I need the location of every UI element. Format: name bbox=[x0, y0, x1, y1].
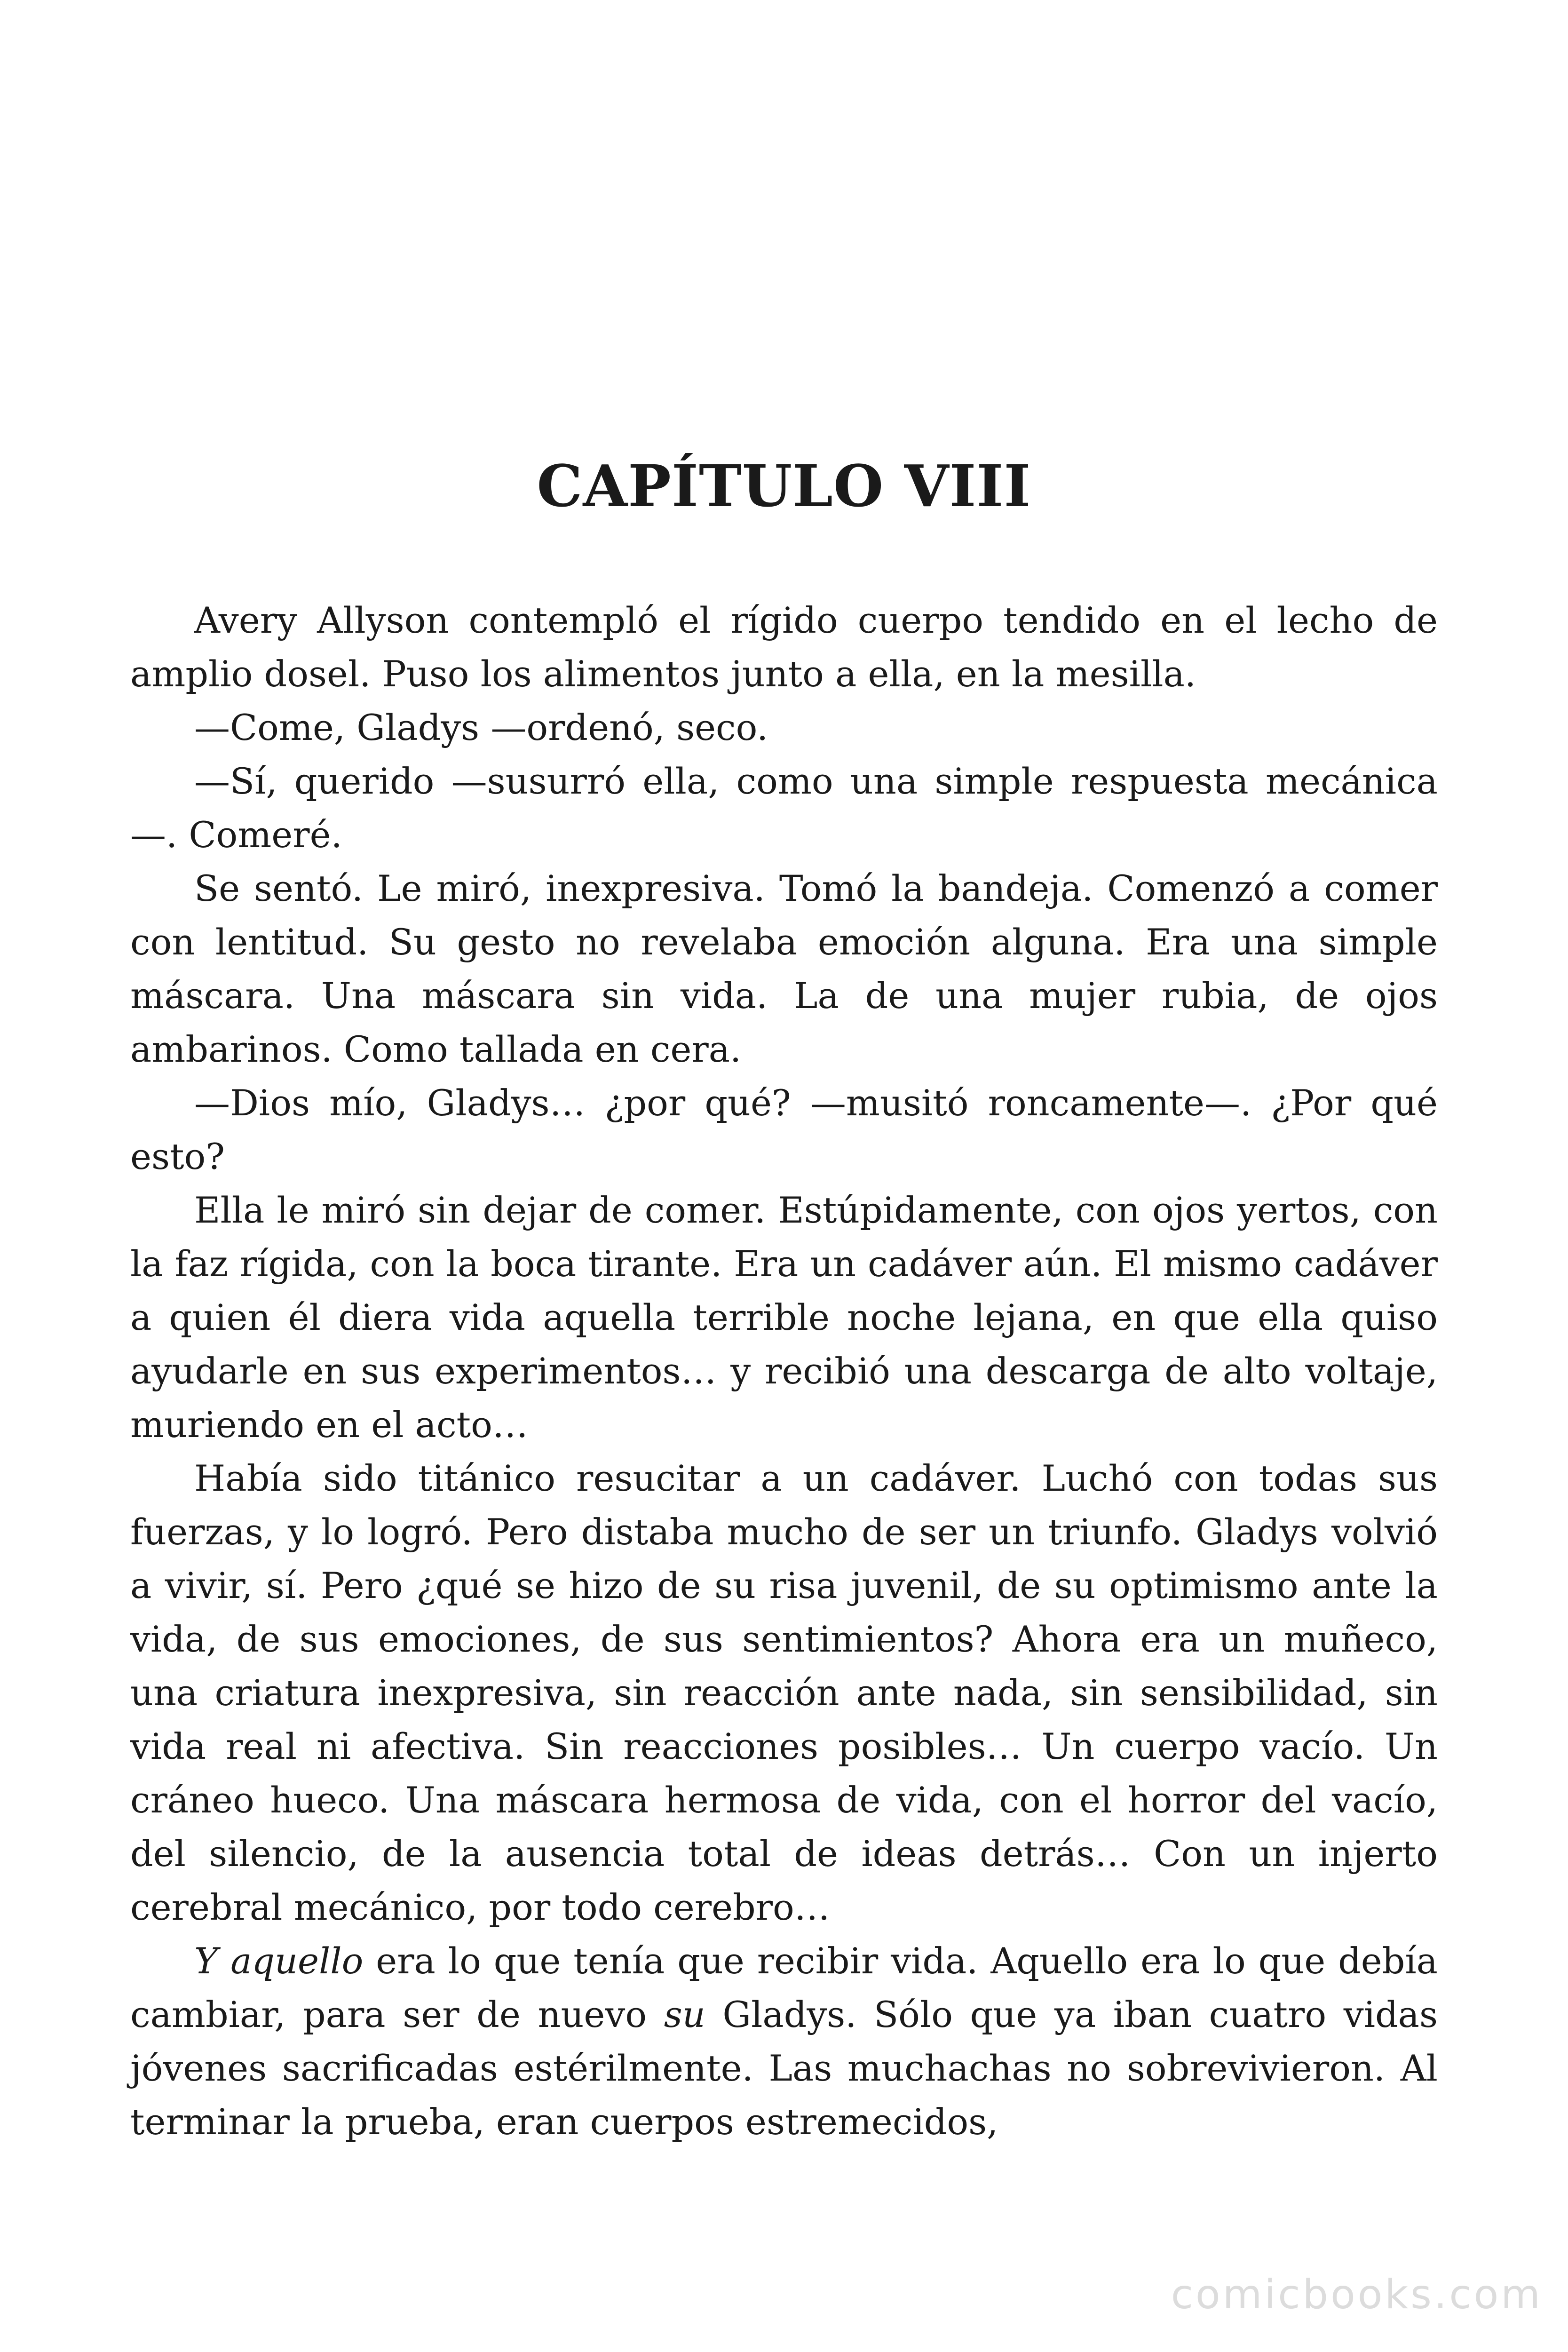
paragraph: Ella le miró sin dejar de comer. Estúpidamente, con ojos yertos, con la faz rígida, con la boca tirante. Era un cadáver aún. El mismo cadáver a quien él diera vida aquella terrible noche lejana, en que ella quiso ayudarle en sus experimentos… y recibió una descarga de alto voltaje, muriendo en el acto… bbox=[130, 1189, 1438, 1446]
paragraph: —Sí, querido —susurró ella, como una simple respuesta mecánica—. Comeré. bbox=[130, 760, 1438, 856]
paragraph: —Come, Gladys —ordenó, seco. bbox=[194, 707, 768, 748]
paragraph: Se sentó. Le miró, inexpresiva. Tomó la bandeja. Comenzó a comer con lentitud. Su gesto no revelaba emoción alguna. Era una simple máscara. Una máscara sin vida. La de una mujer rubia, de ojos ambarinos. Como tallada en cera. bbox=[130, 867, 1438, 1070]
emphasis-text: su bbox=[664, 1994, 705, 2035]
chapter-text bbox=[130, 594, 1438, 2149]
emphasis-text: Y aquello bbox=[194, 1940, 364, 1982]
paragraph-text: Gladys. Sólo que ya iban cuatro vidas jóvenes sacrificadas estérilmente. Las muchachas no sobrevivieron. Al terminar la prueba, eran cuerpos estremecidos, bbox=[130, 1994, 1438, 2143]
paragraph-final bbox=[130, 1934, 1438, 2149]
chapter-title: CAPÍTULO VIII bbox=[537, 452, 1031, 520]
paragraph-text: era lo que tenía que recibir vida. Aquello era lo que debía cambiar, para ser de nuevo bbox=[130, 1940, 1438, 2035]
paragraph: Avery Allyson contempló el rígido cuerpo tendido en el lecho de amplio dosel. Puso los alimentos junto a ella, en la mesilla. bbox=[130, 599, 1438, 695]
watermark: comicbooks.com bbox=[1171, 2271, 1543, 2318]
paragraph: —Dios mío, Gladys… ¿por qué? —musitó roncamente—. ¿Por qué esto? bbox=[130, 1082, 1438, 1177]
paragraph: Había sido titánico resucitar a un cadáver. Luchó con todas sus fuerzas, y lo logró. Pero distaba mucho de ser un triunfo. Gladys volvió a vivir, sí. Pero ¿qué se hizo de su risa juvenil, de su optimismo ante la vida, de sus emociones, de sus sentimientos? Ahora era un muñeco, una criatura inexpresiva, sin reacción ante nada, sin sensibilidad, sin vida real ni afectiva. Sin reacciones posibles… Un cuerpo vacío. Un cráneo hueco. Una máscara hermosa de vida, con el horror del vacío, del silencio, de la ausencia total de ideas detrás… Con un injerto cerebral mecánico, por todo cerebro… bbox=[130, 1457, 1438, 1928]
